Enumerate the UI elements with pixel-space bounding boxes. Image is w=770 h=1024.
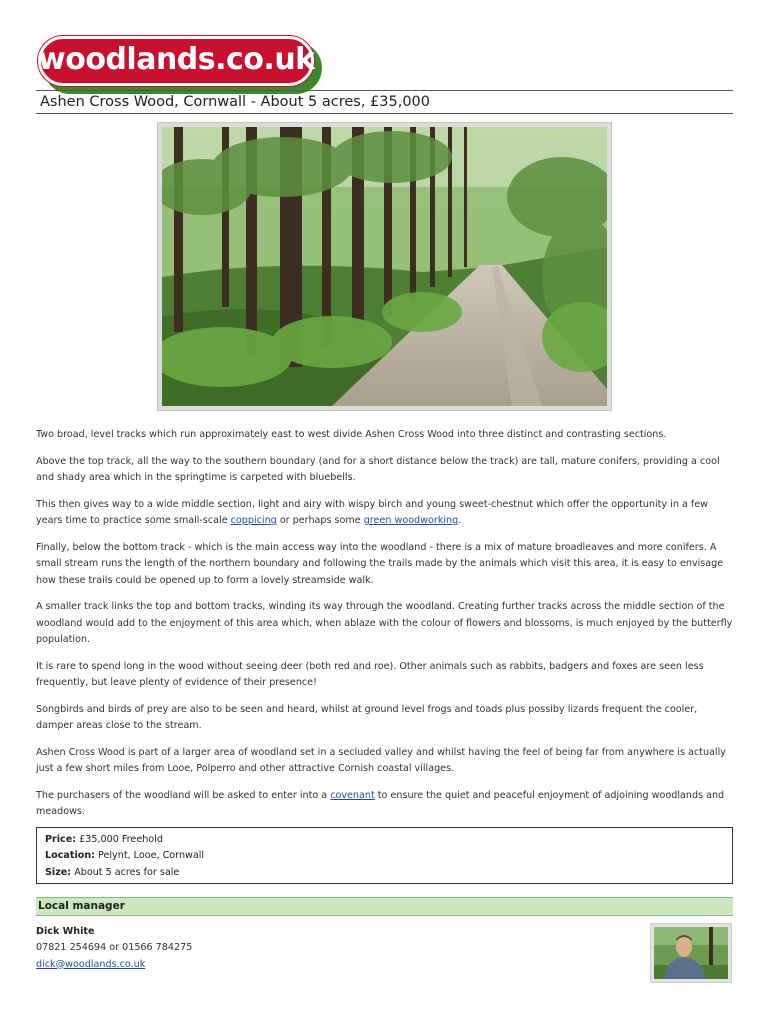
site-logo[interactable] [38, 36, 322, 94]
size-value: About 5 acres for sale [71, 866, 180, 878]
description-paragraph: Two broad, level tracks which run approximately east to west divide Ashen Cross Wood into three distinct and contrasting sections. [36, 429, 667, 440]
woodland-track-photo [162, 127, 607, 406]
paragraph-text: or perhaps some [276, 515, 364, 527]
manager-photo [654, 927, 728, 979]
description-paragraph [36, 497, 733, 530]
description-paragraph: Songbirds and birds of prey are also to be seen and heard, whilst at ground level frogs and toads plus possiby lizards frequent the cooler, damper areas close to the stream. [36, 703, 698, 732]
description-paragraph [36, 788, 733, 821]
paragraph-text: to ensure the quiet and peaceful enjoyment of adjoining woodlands and meadows. [36, 790, 725, 818]
location-value: Pelynt, Looe, Cornwall [95, 850, 205, 862]
location-row [45, 848, 732, 864]
description-paragraph: Finally, below the bottom track - which is the main access way into the woodland - there is a mix of mature broadleaves and more conifers. A small stream runs the length of the northern boundary and following the trails made by the animals which visit this area, it is easy to envisage how these trails could be opened up to form a lovely streamside walk. [36, 541, 724, 586]
manager-phone: 07821 254694 or 01566 784275 [36, 942, 193, 954]
price-label: Price: [45, 834, 77, 845]
property-facts-box [36, 827, 733, 884]
paragraph-text: . [458, 515, 462, 527]
local-manager-heading: Local manager [36, 897, 733, 916]
price-value: £35,000 Freehold [76, 834, 163, 845]
description-paragraph: A smaller track links the top and bottom tracks, winding its way through the woodland. Creating further tracks across the middle section of the woodland would add to the enjoyment of this area which, when ablaze with the colour of flowers and blossoms, is much enjoyed by the butterfly population. [36, 601, 733, 645]
manager-avatar [650, 923, 732, 983]
description-paragraph: Ashen Cross Wood is part of a larger area of woodland set in a secluded valley and whilst having the feel of being far from anywhere is actually just a few short miles from Looe, Polperro and other attractive Cornish coastal villages. [36, 746, 726, 775]
description-paragraph: Above the top track, all the way to the southern boundary (and for a short distance below the track) are tall, mature conifers, providing a cool and shady area which in the springtime is carpeted with bluebells. [36, 455, 720, 484]
location-label: Location: [45, 850, 95, 862]
size-label: Size: [45, 866, 72, 878]
paragraph-text: This then gives way to a wide middle section, light and airy with wispy birch and young sweet-chestnut which offer the opportunity in a few years time to practice some small-scale [36, 498, 709, 527]
title-bar [36, 90, 733, 114]
woodland-photo-frame [157, 122, 612, 411]
size-row [45, 865, 732, 881]
covenant-link[interactable]: covenant [330, 790, 375, 802]
green-woodworking-link[interactable]: green woodworking [363, 515, 459, 527]
description-paragraph: It is rare to spend long in the wood without seeing deer (both red and roe). Other animals such as rabbits, badgers and foxes are seen less frequently, but leave plenty of evidence of their presence! [36, 660, 704, 689]
manager-name: Dick White [36, 926, 95, 937]
manager-info [36, 924, 596, 973]
price-row [45, 832, 732, 848]
description [36, 427, 733, 831]
logo-text: woodlands.co.uk [38, 42, 315, 77]
coppicing-link[interactable]: coppicing [230, 515, 277, 527]
paragraph-text: The purchasers of the woodland will be asked to enter into a [36, 790, 331, 802]
page-title: Ashen Cross Wood, Cornwall - About 5 acres, £35,000 [40, 94, 431, 110]
manager-email-link[interactable]: dick@woodlands.co.uk [36, 958, 146, 970]
